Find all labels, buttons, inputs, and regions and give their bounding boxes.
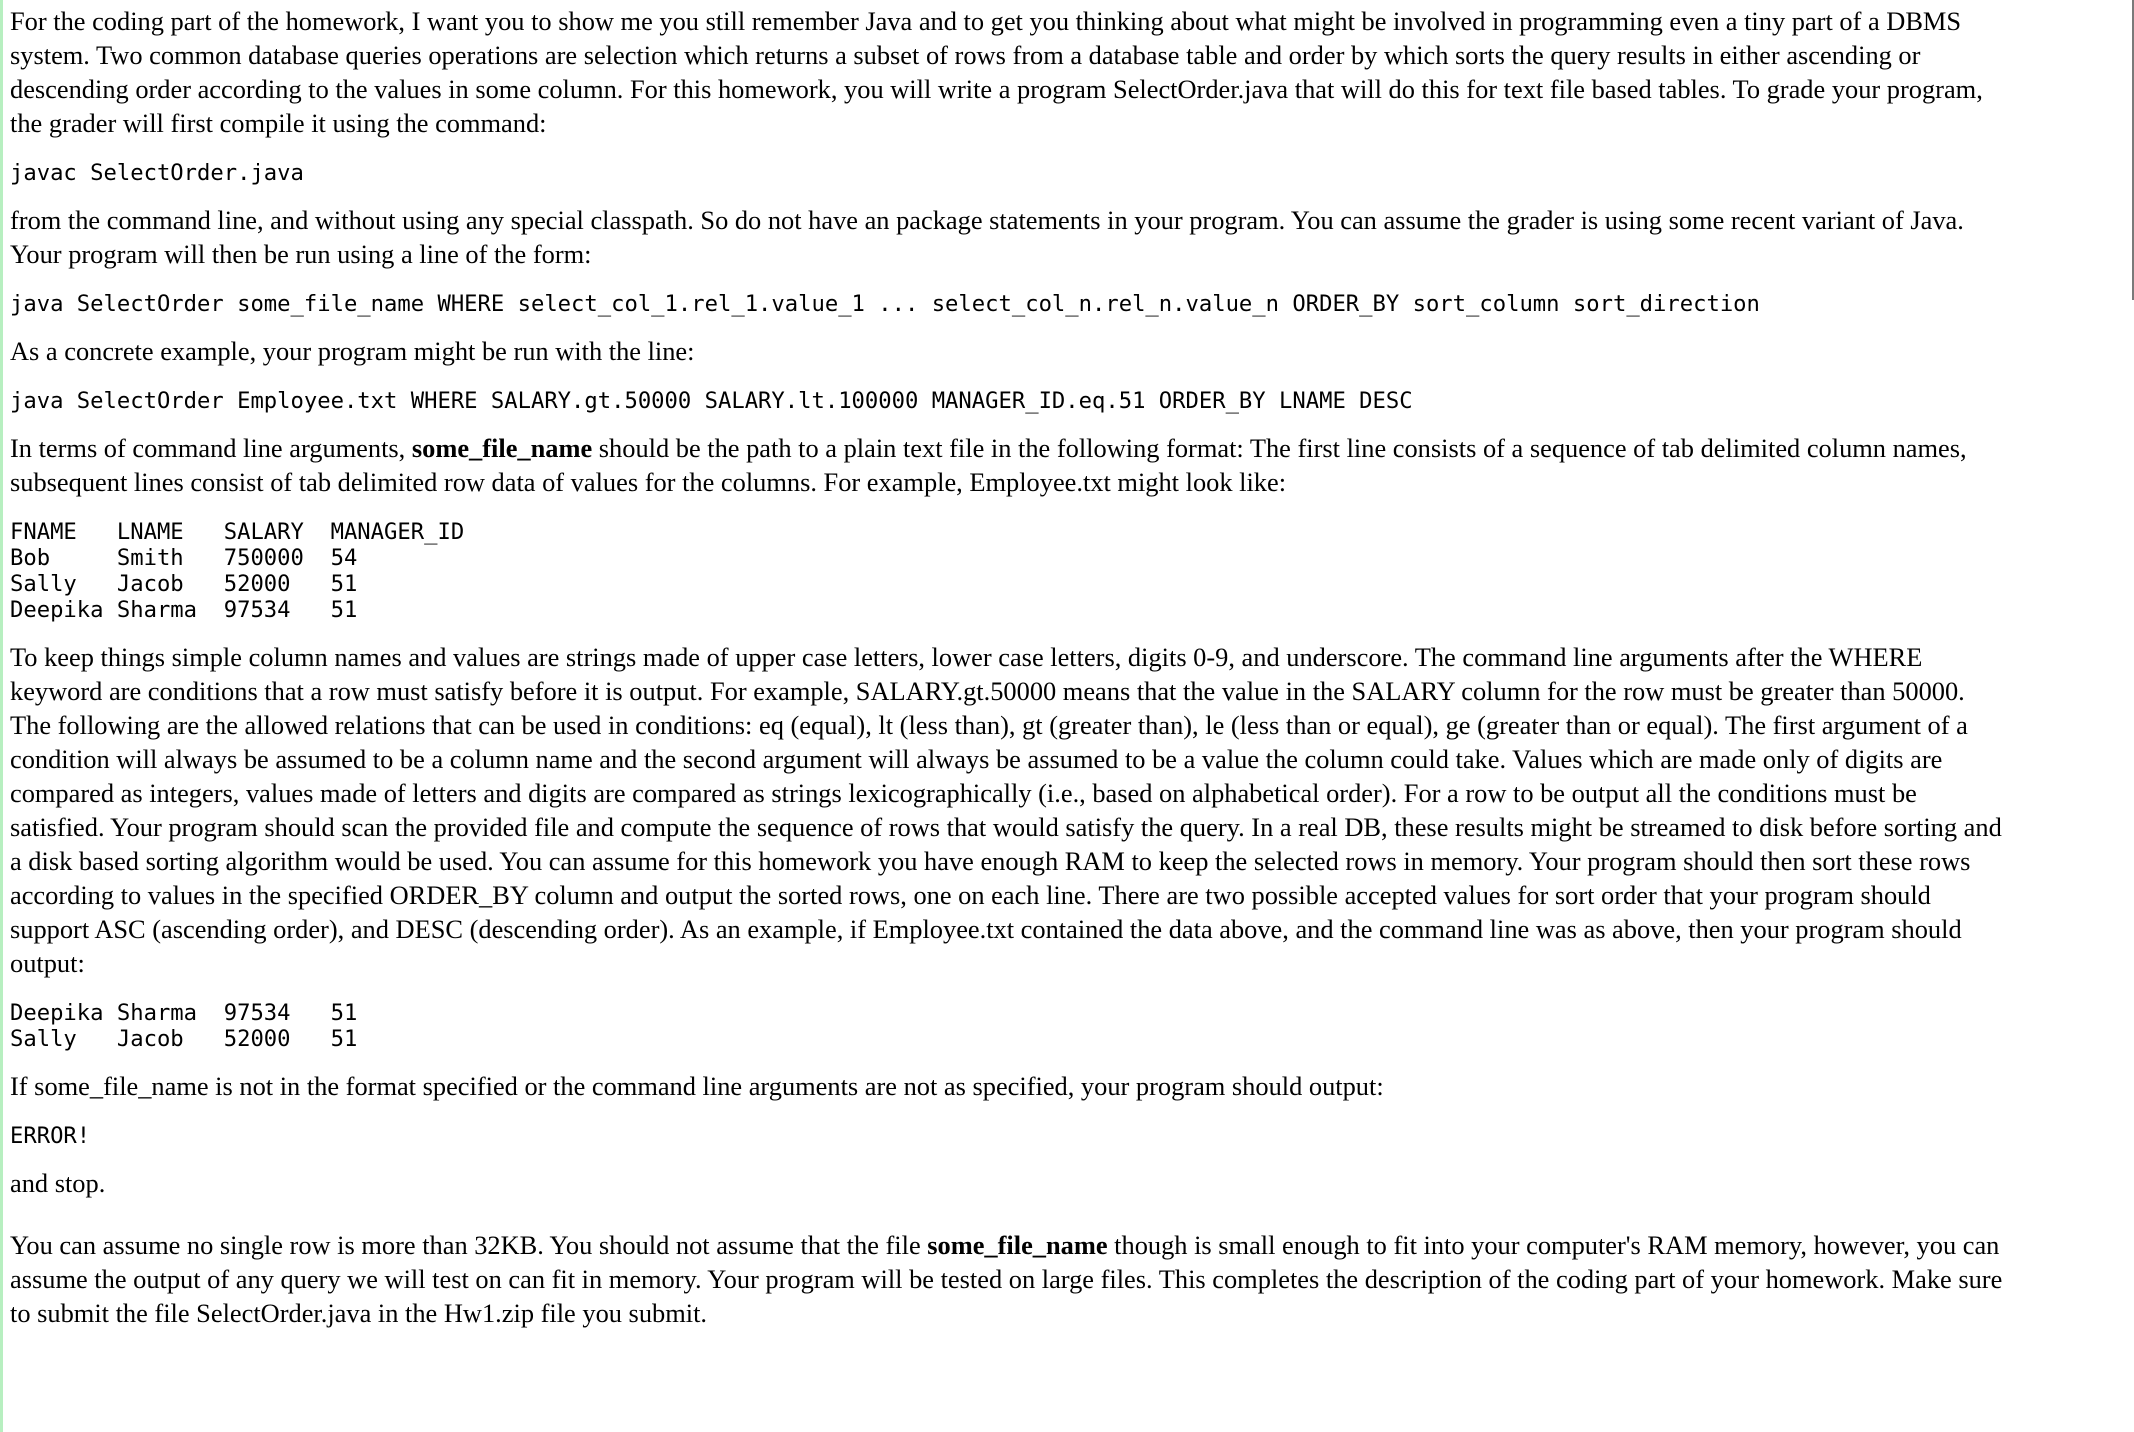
file-name-term: some_file_name — [411, 433, 593, 463]
text-line: output: — [10, 948, 85, 978]
text-line: to submit the file SelectOrder.java in the Hw1.zip file you submit. — [10, 1298, 708, 1328]
table-row: Bob Smith 750000 54 — [10, 545, 358, 571]
run-command-form: java SelectOrder some_file_name WHERE select_col_1.rel_1.value_1 ... select_col_n.rel_n.value_n ORDER_BY sort_column sort_direction — [10, 291, 1760, 317]
table-row: Deepika Sharma 97534 51 — [10, 1000, 358, 1026]
arguments-paragraph — [10, 431, 2126, 499]
text-span: though is small enough to fit into your computer's RAM memory, however, you can — [1107, 1230, 2000, 1260]
text-line: For the coding part of the homework, I want you to show me you still remember Java and to get you thinking about what might be involved in programming even a tiny part of a DBMS — [10, 6, 1962, 36]
text-line: system. Two common database queries operations are selection which returns a subset of rows from a database table and order by which sorts the query results in either ascending or — [10, 40, 1921, 70]
text-line: support ASC (ascending order), and DESC (descending order). As an example, if Employee.txt contained the data above, and the command line was as above, then your program should — [10, 914, 1962, 944]
text-span: You can assume no single row is more than 32KB. You should not assume that the file — [10, 1230, 928, 1260]
text-line: according to values in the specified ORDER_BY column and output the sorted rows, one on each line. There are two possible accepted values for sort order that your program should — [10, 880, 1931, 910]
text-line: The following are the allowed relations that can be used in conditions: eq (equal), lt (less than), gt (greater than), le (less than or equal), ge (greater than or equal). The first argument of a — [10, 710, 1968, 740]
intro-paragraph — [10, 4, 2126, 140]
text-line: Your program will then be run using a line of the form: — [10, 239, 592, 269]
text-line: subsequent lines consist of tab delimited row data of values for the columns. For example, Employee.txt might look like: — [10, 467, 1287, 497]
text-line — [10, 431, 2126, 465]
sorted-output-example — [10, 1000, 2126, 1052]
text-span: In terms of command line arguments, — [10, 433, 412, 463]
text-line: a disk based sorting algorithm would be used. You can assume for this homework you have enough RAM to keep the selected rows in memory. Your program should then sort these rows — [10, 846, 1971, 876]
text-line: assume the output of any query we will test on can fit in memory. Your program will be tested on large files. This completes the description of the coding part of your homework. Make sure — [10, 1264, 2003, 1294]
table-row: Sally Jacob 52000 51 — [10, 1026, 358, 1052]
final-paragraph — [10, 1228, 2126, 1330]
text-line — [10, 1228, 2126, 1262]
compile-command: javac SelectOrder.java — [10, 160, 304, 186]
text-line: compared as integers, values made of letters and digits are compared as strings lexicographically (i.e., based on alphabetical order). For a row to be output all the conditions must be — [10, 778, 1917, 808]
text-line: the grader will first compile it using the command: — [10, 108, 547, 138]
text-line: To keep things simple column names and values are strings made of upper case letters, lower case letters, digits 0-9, and underscore. The command line arguments after the WHERE — [10, 642, 1923, 672]
text-line: descending order according to the values in some column. For this homework, you will write a program SelectOrder.java that will do this for text file based tables. To grade your program, — [10, 74, 1983, 104]
table-row: FNAME LNAME SALARY MANAGER_ID — [10, 519, 465, 545]
error-intro: If some_file_name is not in the format specified or the command line arguments are not as specified, your program should output: — [10, 1071, 1384, 1101]
error-output: ERROR! — [10, 1123, 91, 1149]
and-stop-text: and stop. — [10, 1168, 106, 1198]
employee-table-example — [10, 519, 2126, 623]
text-line: keyword are conditions that a row must satisfy before it is output. For example, SALARY.gt.50000 means that the value in the SALARY column for the row must be greater than 50000. — [10, 676, 1965, 706]
rules-paragraph — [10, 640, 2126, 980]
concrete-example-command: java SelectOrder Employee.txt WHERE SALARY.gt.50000 SALARY.lt.100000 MANAGER_ID.eq.51 ORDER_BY LNAME DESC — [10, 388, 1413, 414]
text-span: should be the path to a plain text file in the following format: The first line consists of a sequence of tab delimited column names, — [592, 433, 1967, 463]
table-row: Deepika Sharma 97534 51 — [10, 597, 358, 623]
classpath-paragraph — [10, 203, 2126, 271]
text-line: condition will always be assumed to be a column name and the second argument will always be assumed to be a value the column could take. Values which are made only of digits are — [10, 744, 1943, 774]
text-line: from the command line, and without using any special classpath. So do not have an package statements in your program. You can assume the grader is using some recent variant of Java. — [10, 205, 1964, 235]
concrete-example-intro: As a concrete example, your program might be run with the line: — [10, 336, 695, 366]
file-name-term: some_file_name — [927, 1230, 1108, 1260]
text-line: satisfied. Your program should scan the provided file and compute the sequence of rows that would satisfy the query. In a real DB, these results might be streamed to disk before sorting and — [10, 812, 2002, 842]
table-row: Sally Jacob 52000 51 — [10, 571, 358, 597]
